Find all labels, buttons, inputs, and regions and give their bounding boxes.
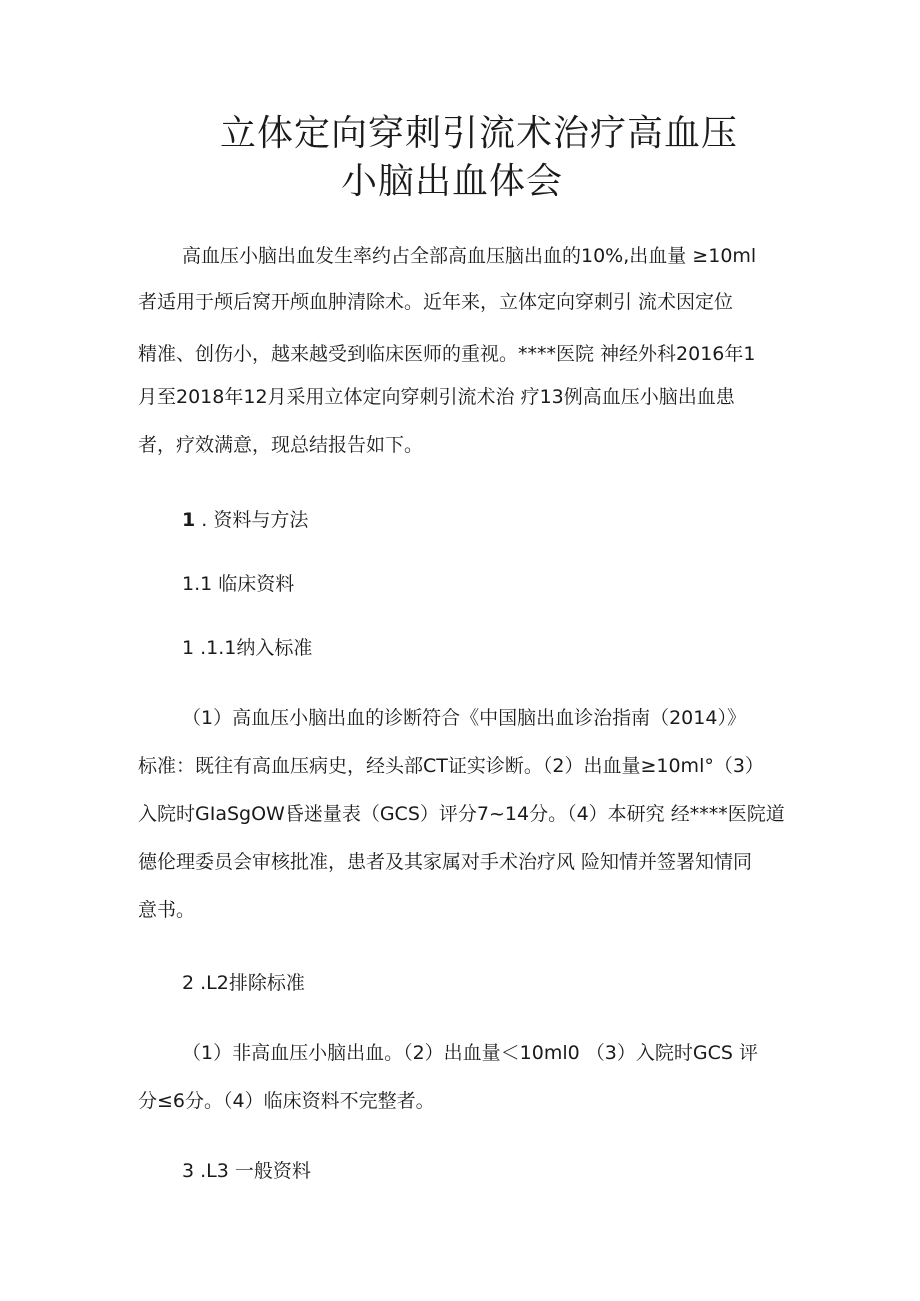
- section-heading-1-1-1: 1 .1.1纳入标准: [182, 637, 313, 659]
- exclusion-line-1: （1）非高血压小脑出血。（2）出血量＜10ml0 （3）入院时GCS 评: [182, 1042, 758, 1064]
- inclusion-line-1: （1）高血压小脑出血的诊断符合《中国脑出血诊治指南（2014）》: [182, 707, 746, 729]
- inclusion-line-3: 入院时GIaSgOW昏迷量表（GCS）评分7~14分。（4）本研究 经****医院道: [138, 803, 785, 825]
- section-number: 1: [182, 509, 196, 531]
- intro-line-2: 者适用于颅后窝开颅血肿清除术。近年来，立体定向穿刺引 流术因定位: [138, 291, 734, 313]
- section-label: . 资料与方法: [195, 509, 309, 531]
- inclusion-line-5: 意书。: [138, 899, 196, 921]
- section-heading-1-1-2: 2 .L2排除标准: [182, 972, 305, 994]
- section-heading-1: [182, 507, 308, 533]
- intro-line-1: 高血压小脑出血发生率约占全部高血压脑出血的10%,出血量 ≥10ml: [182, 245, 757, 267]
- exclusion-line-2: 分≤6分。（4）临床资料不完整者。: [138, 1090, 435, 1112]
- inclusion-line-2: 标准：既往有高血压病史，经头部CT证实诊断。（2）出血量≥10ml°（3）: [138, 755, 764, 777]
- intro-line-4: 月至2018年12月采用立体定向穿刺引流术治 疗13例高血压小脑出血患: [138, 386, 735, 408]
- section-heading-1-1: 1.1 临床资料: [182, 573, 295, 595]
- document-title-line-2: 小脑出血体会: [341, 161, 564, 202]
- intro-line-5: 者，疗效满意，现总结报告如下。: [138, 434, 424, 456]
- section-heading-1-1-3: 3 .L3 一般资料: [182, 1160, 311, 1182]
- intro-line-3: 精准、创伤小，越来越受到临床医师的重视。****医院 神经外科2016年1: [138, 343, 756, 365]
- document-title-line-1: 立体定向穿刺引流术治疗高血压: [220, 113, 739, 154]
- inclusion-line-4: 德伦理委员会审核批准，患者及其家属对手术治疗风 险知情并签署知情同: [138, 851, 753, 873]
